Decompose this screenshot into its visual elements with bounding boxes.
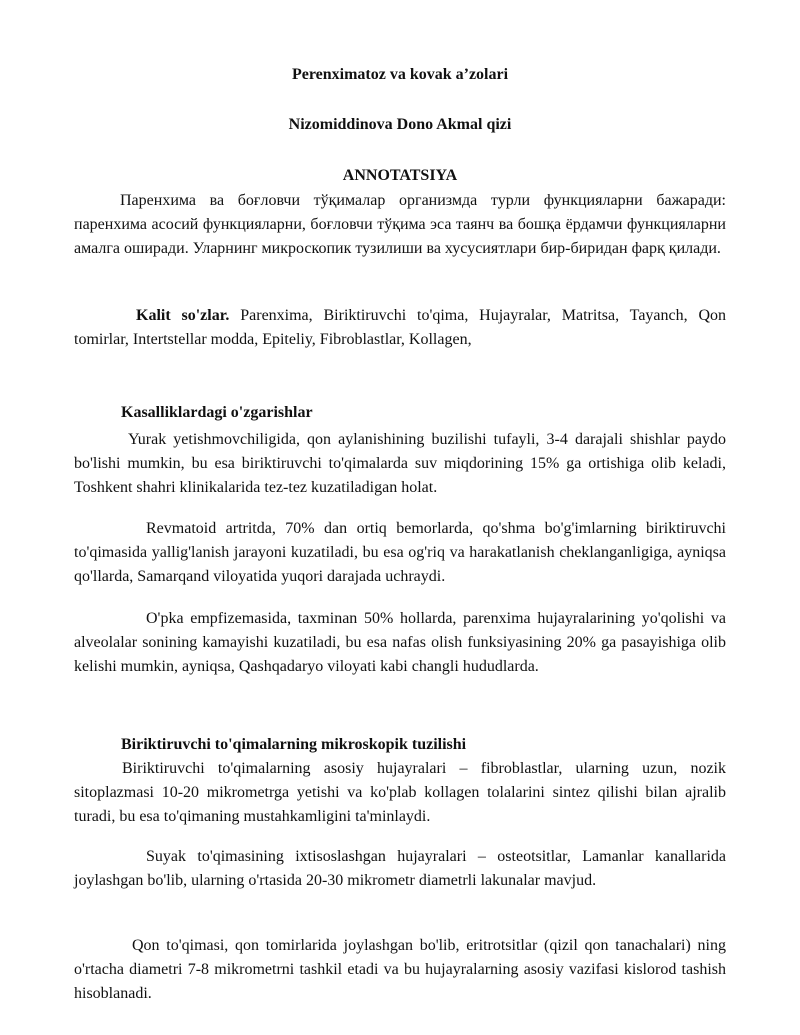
paragraph: Qon to'qimasi, qon tomirlarida joylashgan bo'lib, eritrotsitlar (qizil qon tanachalari) ning o'rtacha diametri 7-8 mikrometrni tashkil etadi va bu hujayralarning asosiy vazifasi kislorod tashish hisoblanadi.: [74, 937, 726, 1002]
section-diseases-body: [74, 428, 726, 500]
section-heading-microscopic: Biriktiruvchi to'qimalarning mikroskopik tuzilishi: [121, 736, 467, 753]
keywords-label: Kalit so'zlar.: [136, 307, 230, 324]
section-microscopic-body: [74, 757, 726, 829]
paragraph: Suyak to'qimasining ixtisoslashgan hujayralari – osteotsitlar, Lamanlar kanallarida joylashgan bo'lib, ularning o'rtasida 20-30 mikrometr diametrli lakunalar mavjud.: [74, 848, 726, 889]
paragraph: Yurak yetishmovchiligida, qon aylanishining buzilishi tufayli, 3-4 darajali shishlar paydo bo'lishi mumkin, bu esa biriktiruvchi to'qimalarda suv miqdorining 15% ga ortishiga olib keladi, Toshkent shahri klinikalarida tez-tez kuzatiladigan holat.: [74, 431, 726, 496]
section-diseases-body: [74, 517, 726, 589]
annotation-text-block: [74, 189, 726, 261]
section-diseases-body: [74, 607, 726, 679]
paragraph: Revmatoid artritda, 70% dan ortiq bemorlarda, qo'shma bo'g'imlarning biriktiruvchi to'qimasida yallig'lanish jarayoni kuzatiladi, bu esa og'riq va harakatlanish cheklanganligiga, ayniqsa qo'llarda, Samarqand viloyatida yuqori darajada uchraydi.: [74, 520, 726, 585]
author-name: Nizomiddinova Dono Akmal qizi: [288, 116, 512, 133]
section-microscopic-body: [74, 934, 726, 1006]
annotation-heading: ANNOTATSIYA: [342, 167, 458, 184]
paragraph: Biriktiruvchi to'qimalarning asosiy hujayralari – fibroblastlar, ularning uzun, nozik sitoplazmasi 10-20 mikrometrga yetishi va ko'plab kollagen tolalarini sintez qilishi bilan ajralib turadi, bu esa to'qimaning mustahkamligini ta'minlaydi.: [74, 760, 726, 825]
annotation-paragraph: Паренхима ва боғловчи тўқималар организмда турли функцияларни бажаради: паренхима асосий функцияларни, боғловчи тўқима эса таянч ва бошқа ёрдамчи функцияларни амалга оширади. Уларнинг микроскопик тузилиши ва хусусиятлари бир-биридан фарқ қилади.: [74, 192, 726, 257]
paragraph: O'pka empfizemasida, taxminan 50% hollarda, parenxima hujayralarining yo'qolishi va alveolalar sonining kamayishi kuzatiladi, bu esa nafas olish funksiyasining 20% ga pasayishiga olib kelishi mumkin, ayniqsa, Qashqadaryo viloyati kabi changli hududlarda.: [74, 610, 726, 675]
section-heading-diseases: Kasalliklardagi o'zgarishlar: [121, 404, 313, 421]
section-microscopic-body: [74, 845, 726, 893]
document-title: Perenximatoz va kovak a’zolari: [291, 66, 509, 83]
keywords-block: [74, 304, 726, 352]
keywords-text: Parenxima, Biriktiruvchi to'qima, Hujayralar, Matritsa, Tayanch, Qon tomirlar, Intertstellar modda, Epiteliy, Fibroblastlar, Kollagen,: [74, 307, 727, 348]
keywords-paragraph: [74, 304, 726, 352]
